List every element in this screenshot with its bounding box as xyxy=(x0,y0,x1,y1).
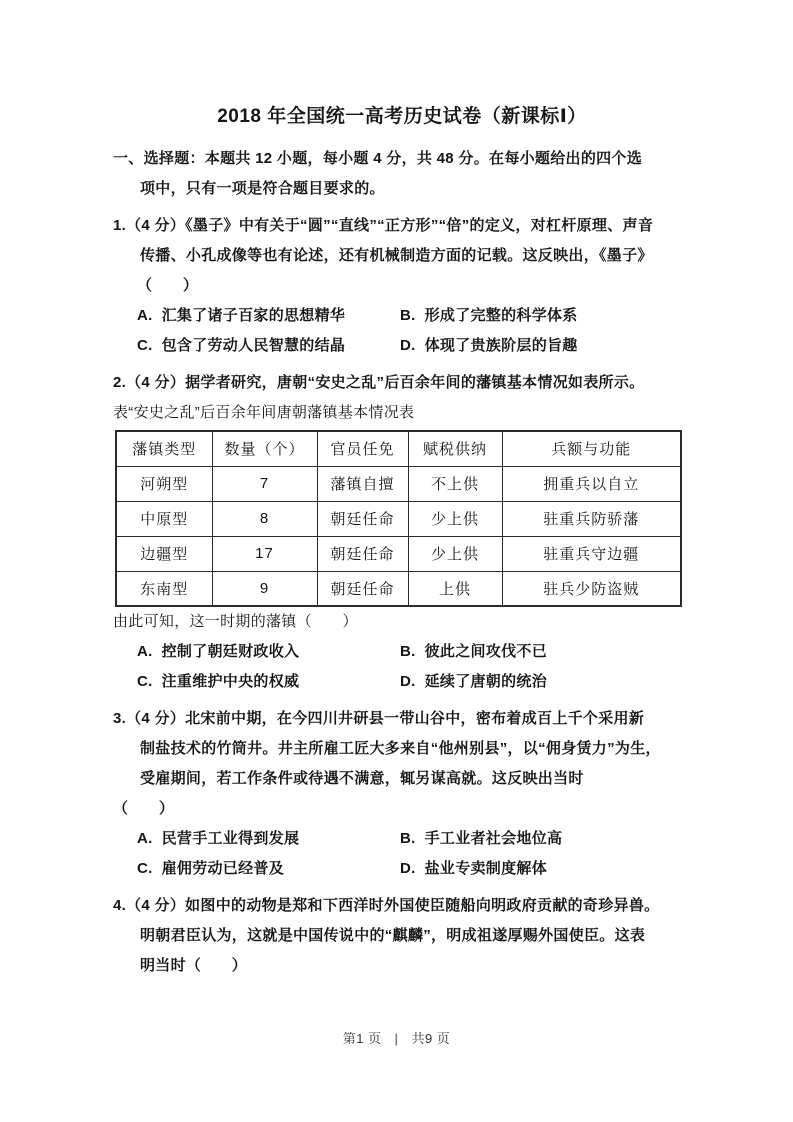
option-b-text: 手工业者社会地位高 xyxy=(424,830,563,847)
question-1-answer-blank: （ ） xyxy=(137,277,199,294)
option-a-label: A. xyxy=(137,307,153,324)
table-cell: 驻兵少防盗贼 xyxy=(502,571,681,606)
table-cell: 边疆型 xyxy=(116,536,212,571)
question-2-options-row-cd xyxy=(113,667,691,697)
option-d-text: 体现了贵族阶层的旨趣 xyxy=(424,337,578,354)
table-header-troops: 兵额与功能 xyxy=(502,431,681,466)
fanzhen-situation-table xyxy=(115,430,682,607)
question-1-option-c xyxy=(137,331,400,361)
table-cell: 8 xyxy=(212,501,317,536)
table-cell: 朝廷任命 xyxy=(317,571,408,606)
option-b-text: 形成了完整的科学体系 xyxy=(424,307,578,324)
table-cell: 9 xyxy=(212,571,317,606)
table-cell: 驻重兵防骄藩 xyxy=(502,501,681,536)
question-2-line-1: 2.（4 分）据学者研究，唐朝“安史之乱”后百余年间的藩镇基本情况如表所示。 xyxy=(113,374,645,391)
question-3-line-1: 3.（4 分）北宋前中期，在今四川井研县一带山谷中，密布着成百上千个采用新 xyxy=(113,710,645,727)
question-4-line-1: 4.（4 分）如图中的动物是郑和下西洋时外国使臣随船向明政府贡献的奇珍异兽。 xyxy=(113,897,660,914)
option-a-label: A. xyxy=(137,830,153,847)
page-title: 2018 年全国统一高考历史试卷（新课标Ⅰ） xyxy=(217,106,587,127)
table-cell: 拥重兵以自立 xyxy=(502,466,681,501)
table-cell: 7 xyxy=(212,466,317,501)
question-4 xyxy=(113,891,691,981)
question-2-option-b xyxy=(400,637,547,667)
footer-divider: | xyxy=(394,1031,399,1046)
option-c-text: 注重维护中央的权威 xyxy=(161,673,300,690)
question-2-conclusion-line: 由此可知，这一时期的藩镇（ ） xyxy=(113,613,358,630)
table-cell: 东南型 xyxy=(116,571,212,606)
question-1 xyxy=(113,211,691,361)
table-cell: 朝廷任命 xyxy=(317,501,408,536)
option-d-label: D. xyxy=(400,673,416,690)
table-cell: 朝廷任命 xyxy=(317,536,408,571)
question-3-options-row-ab xyxy=(113,824,691,854)
option-c-label: C. xyxy=(137,337,153,354)
question-1-option-a xyxy=(137,301,400,331)
option-a-text: 汇集了诸子百家的思想精华 xyxy=(161,307,346,324)
option-c-label: C. xyxy=(137,860,153,877)
page-footer xyxy=(0,1028,793,1047)
table-cell: 少上供 xyxy=(408,536,502,571)
question-1-line-1: 1.（4 分）《墨子》中有关于“圆”“直线”“正方形”“倍”的定义，对杠杆原理、声音 xyxy=(113,217,654,234)
question-3-option-a xyxy=(137,824,400,854)
option-a-text: 控制了朝廷财政收入 xyxy=(161,643,300,660)
footer-current-page: 第1 页 xyxy=(342,1031,382,1046)
question-3-option-b xyxy=(400,824,562,854)
question-2-option-a xyxy=(137,637,400,667)
table-row xyxy=(116,501,681,536)
option-c-label: C. xyxy=(137,673,153,690)
table-row xyxy=(116,536,681,571)
option-a-text: 民营手工业得到发展 xyxy=(161,830,300,847)
question-2-option-c xyxy=(137,667,400,697)
table-cell: 少上供 xyxy=(408,501,502,536)
question-3-options-row-cd xyxy=(113,854,691,884)
question-4-line-2: 明朝君臣认为，这就是中国传说中的“麒麟”，明成祖遂厚赐外国使臣。这表 xyxy=(140,927,646,944)
option-d-text: 盐业专卖制度解体 xyxy=(424,860,548,877)
option-c-text: 雇佣劳动已经普及 xyxy=(161,860,285,877)
table-cell: 不上供 xyxy=(408,466,502,501)
section-heading-line-2: 项中，只有一项是符合题目要求的。 xyxy=(140,180,385,197)
question-1-options-row-ab xyxy=(113,301,691,331)
option-d-label: D. xyxy=(400,337,416,354)
option-b-text: 彼此之间攻伐不已 xyxy=(424,643,548,660)
table-header-appointment: 官员任免 xyxy=(317,431,408,466)
question-1-line-2: 传播、小孔成像等也有论述，还有机械制造方面的记载。这反映出，《墨子》 xyxy=(140,247,653,264)
option-a-label: A. xyxy=(137,643,153,660)
question-3-option-c xyxy=(137,854,400,884)
table-cell: 驻重兵守边疆 xyxy=(502,536,681,571)
option-b-label: B. xyxy=(400,830,416,847)
option-c-text: 包含了劳动人民智慧的结晶 xyxy=(161,337,346,354)
table-row xyxy=(116,466,681,501)
question-3-option-d xyxy=(400,854,547,884)
table-cell: 中原型 xyxy=(116,501,212,536)
question-3-line-3: 受雇期间，若工作条件或待遇不满意，辄另谋高就。这反映出当时 xyxy=(140,770,584,787)
page-content xyxy=(113,104,691,981)
table-cell: 藩镇自擅 xyxy=(317,466,408,501)
question-4-line-3: 明当时（ ） xyxy=(140,957,248,974)
option-b-label: B. xyxy=(400,307,416,324)
question-3-line-2: 制盐技术的竹筒井。井主所雇工匠大多来自“他州别县”，以“佣身赁力”为生， xyxy=(140,740,661,757)
question-3 xyxy=(113,704,691,884)
table-header-row xyxy=(116,431,681,466)
question-3-answer-blank: （ ） xyxy=(113,800,175,817)
table-header-quantity: 数量（个） xyxy=(212,431,317,466)
question-2-option-d xyxy=(400,667,547,697)
table-cell: 17 xyxy=(212,536,317,571)
option-d-label: D. xyxy=(400,860,416,877)
table-cell: 上供 xyxy=(408,571,502,606)
question-1-option-b xyxy=(400,301,578,331)
option-d-text: 延续了唐朝的统治 xyxy=(424,673,548,690)
question-1-option-d xyxy=(400,331,578,361)
table-cell: 河朔型 xyxy=(116,466,212,501)
question-2-options-row-ab xyxy=(113,637,691,667)
table-header-tax: 赋税供纳 xyxy=(408,431,502,466)
option-b-label: B. xyxy=(400,643,416,660)
table-row xyxy=(116,571,681,606)
question-2-table-caption: 表“安史之乱”后百余年间唐朝藩镇基本情况表 xyxy=(113,404,415,421)
question-1-options-row-cd xyxy=(113,331,691,361)
footer-total-pages: 共9 页 xyxy=(411,1031,451,1046)
question-2 xyxy=(113,368,691,697)
table-header-type: 藩镇类型 xyxy=(116,431,212,466)
section-heading-line-1: 一、选择题：本题共 12 小题，每小题 4 分，共 48 分。在每小题给出的四个选 xyxy=(113,150,643,167)
